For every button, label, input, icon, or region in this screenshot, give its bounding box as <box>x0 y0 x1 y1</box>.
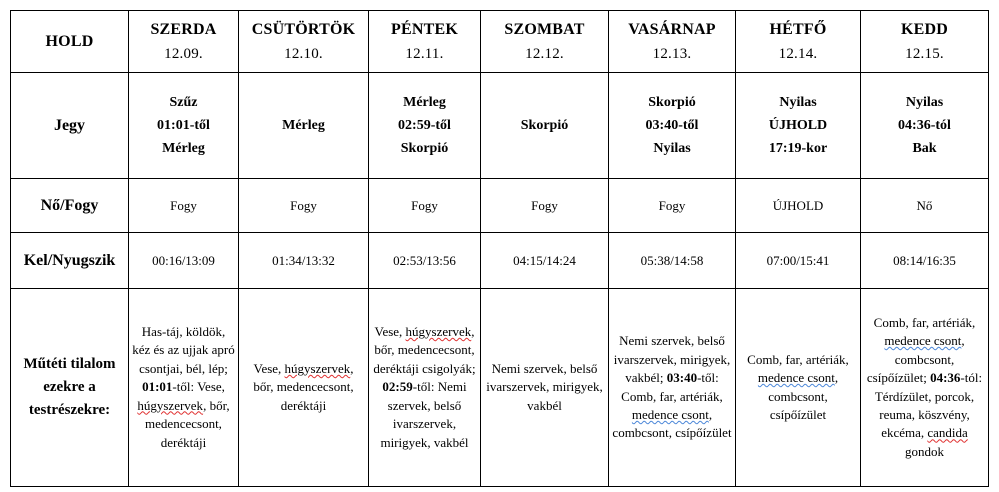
day-name: SZOMBAT <box>504 20 585 38</box>
sign-line-3: Nyilas <box>653 141 691 157</box>
sign-line-2: ÚJHOLD <box>768 117 828 133</box>
grammarcheck-word: medence csont <box>757 370 835 386</box>
grammarcheck-word: medence csont <box>884 333 962 349</box>
day-date: 12.14. <box>778 45 818 62</box>
day-name: HÉTFŐ <box>769 20 827 38</box>
sign-line-1: Mérleg <box>282 117 325 133</box>
day-header-szerda <box>129 11 239 73</box>
day-name: CSÜTÖRTÖK <box>251 20 356 38</box>
bodypart-text-2-post: gondok <box>905 443 944 459</box>
sign-cell-szombat <box>481 73 609 179</box>
bodypart-text-post: , bőr, medencecsont, deréktáji csigolyák; <box>373 323 476 376</box>
sign-cell-hetfo <box>736 73 861 179</box>
corner-label-hold: HOLD <box>11 11 129 73</box>
day-date: 12.12. <box>525 45 564 62</box>
sign-cell-csutortok <box>239 73 369 179</box>
bodypart-cell-szombat <box>481 289 609 487</box>
table-header-row <box>11 11 989 73</box>
row-label-no-fogy: Nő/Fogy <box>11 179 129 233</box>
day-name: SZERDA <box>150 20 217 38</box>
moon-phase-row <box>11 179 989 233</box>
spellcheck-word: candida <box>927 425 968 441</box>
bodypart-text-2-post: , combcsont, csípőízület <box>612 406 732 441</box>
surgery-label-line-1: Műtéti tilalom <box>23 355 116 372</box>
bodypart-text-2-pre: Nemi szervek, belső ivarszervek, mirigyek, vakbél <box>380 379 469 450</box>
bodypart-cell-hetfo <box>736 289 861 487</box>
day-date: 12.15. <box>905 45 944 62</box>
sign-cell-szerda <box>129 73 239 179</box>
phase-cell-hetfo: ÚJHOLD <box>736 179 861 233</box>
bodypart-text-2-pre: Comb, far, artériák, <box>621 388 723 404</box>
bodypart-text-pre: Comb, far, artériák, <box>873 314 976 330</box>
sign-line-1: Nyilas <box>905 94 944 110</box>
spellcheck-word: húgyszervek <box>284 360 351 376</box>
bodypart-time: 03:40 <box>666 370 698 386</box>
phase-cell-vasarnap: Fogy <box>609 179 736 233</box>
phase-cell-csutortok: Fogy <box>239 179 369 233</box>
bodypart-time: 01:01 <box>142 379 173 395</box>
bodypart-time-suffix: -tól: <box>960 370 983 386</box>
sign-cell-pentek <box>369 73 481 179</box>
row-label-jegy: Jegy <box>11 73 129 179</box>
spellcheck-word: húgyszervek <box>137 397 204 413</box>
bodypart-text-pre: Vese, <box>374 323 406 339</box>
day-name: KEDD <box>900 20 949 38</box>
moon-riseset-row <box>11 233 989 289</box>
riseset-cell-szombat: 04:15/14:24 <box>481 233 609 289</box>
riseset-cell-hetfo: 07:00/15:41 <box>736 233 861 289</box>
bodypart-time-suffix: -től: <box>172 379 195 395</box>
riseset-cell-vasarnap: 05:38/14:58 <box>609 233 736 289</box>
sign-line-1: Nyilas <box>779 94 817 110</box>
zodiac-sign-row <box>11 73 989 179</box>
lunar-calendar-table <box>10 10 989 487</box>
day-name: VASÁRNAP <box>628 20 716 38</box>
surgery-prohibition-row <box>11 289 989 487</box>
bodypart-text-pre: Vese, <box>253 360 285 376</box>
surgery-label-line-2: ezekre a <box>43 378 96 395</box>
spellcheck-word: húgyszervek <box>405 323 472 339</box>
day-header-szombat <box>481 11 609 73</box>
sign-line-3: Mérleg <box>162 141 205 157</box>
grammarcheck-word: medence csont <box>631 406 709 422</box>
row-label-kel-nyugszik: Kel/Nyugszik <box>11 233 129 289</box>
day-name: PÉNTEK <box>391 20 458 38</box>
bodypart-text-pre: Nemi szervek, belső ivarszervek, mirigyek, vakbél <box>486 360 603 413</box>
day-date: 12.09. <box>164 45 203 62</box>
day-header-csutortok <box>239 11 369 73</box>
day-header-kedd <box>861 11 989 73</box>
bodypart-text-pre: Nemi szervek, belső ivarszervek, mirigyek, vakbél; <box>613 333 731 386</box>
bodypart-cell-pentek <box>369 289 481 487</box>
sign-line-3: Skorpió <box>400 141 449 157</box>
sign-line-1: Szűz <box>169 94 198 110</box>
bodypart-text-pre: Comb, far, artériák, <box>747 351 849 367</box>
phase-cell-szombat: Fogy <box>481 179 609 233</box>
sign-line-1: Skorpió <box>648 94 696 110</box>
sign-line-2: 04:36-tól <box>898 117 951 133</box>
sign-line-1: Skorpió <box>520 117 569 133</box>
bodypart-time-suffix: -től: <box>412 379 435 395</box>
bodypart-text-post: , combcsont, csípőízület <box>768 370 839 422</box>
phase-cell-pentek: Fogy <box>369 179 481 233</box>
riseset-cell-szerda: 00:16/13:09 <box>129 233 239 289</box>
bodypart-cell-kedd <box>861 289 989 487</box>
bodypart-cell-szerda <box>129 289 239 487</box>
sign-line-3: Bak <box>912 141 937 157</box>
bodypart-time: 04:36 <box>930 370 961 386</box>
surgery-label-line-3: testrészekre: <box>28 402 111 419</box>
day-date: 12.10. <box>284 45 323 62</box>
bodypart-text-2-pre: Térdízület, porcok, reuma, köszvény, ekcéma, <box>874 388 975 441</box>
bodypart-time: 02:59 <box>382 379 413 395</box>
riseset-cell-kedd: 08:14/16:35 <box>861 233 989 289</box>
sign-line-1: Mérleg <box>403 94 446 110</box>
day-header-pentek <box>369 11 481 73</box>
phase-cell-kedd: Nő <box>861 179 989 233</box>
sign-line-3: 17:19-kor <box>768 141 828 157</box>
sign-cell-vasarnap <box>609 73 736 179</box>
day-header-hetfo <box>736 11 861 73</box>
day-header-vasarnap <box>609 11 736 73</box>
phase-cell-szerda: Fogy <box>129 179 239 233</box>
bodypart-text-2-pre: Vese, <box>197 379 225 395</box>
bodypart-text-2-post: , bőr, medencecsont, deréktáji <box>145 397 230 450</box>
bodypart-cell-csutortok <box>239 289 369 487</box>
bodypart-text-post: , combcsont, csípőízület; <box>866 333 965 386</box>
sign-cell-kedd <box>861 73 989 179</box>
riseset-cell-pentek: 02:53/13:56 <box>369 233 481 289</box>
riseset-cell-csutortok: 01:34/13:32 <box>239 233 369 289</box>
sign-line-2: 03:40-től <box>645 117 699 133</box>
bodypart-text-pre: Has-táj, köldök, kéz és az ujjak apró csontjai, bél, lép; <box>132 323 235 376</box>
bodypart-cell-vasarnap <box>609 289 736 487</box>
day-date: 12.11. <box>405 45 444 62</box>
sign-line-2: 01:01-től <box>157 117 210 133</box>
day-date: 12.13. <box>652 45 692 62</box>
row-label-mute-tilalom <box>11 289 129 487</box>
bodypart-time-suffix: -től: <box>697 370 719 386</box>
sign-line-2: 02:59-től <box>398 117 451 133</box>
bodypart-text-post: , bőr, medencecsont, deréktáji <box>253 360 354 413</box>
